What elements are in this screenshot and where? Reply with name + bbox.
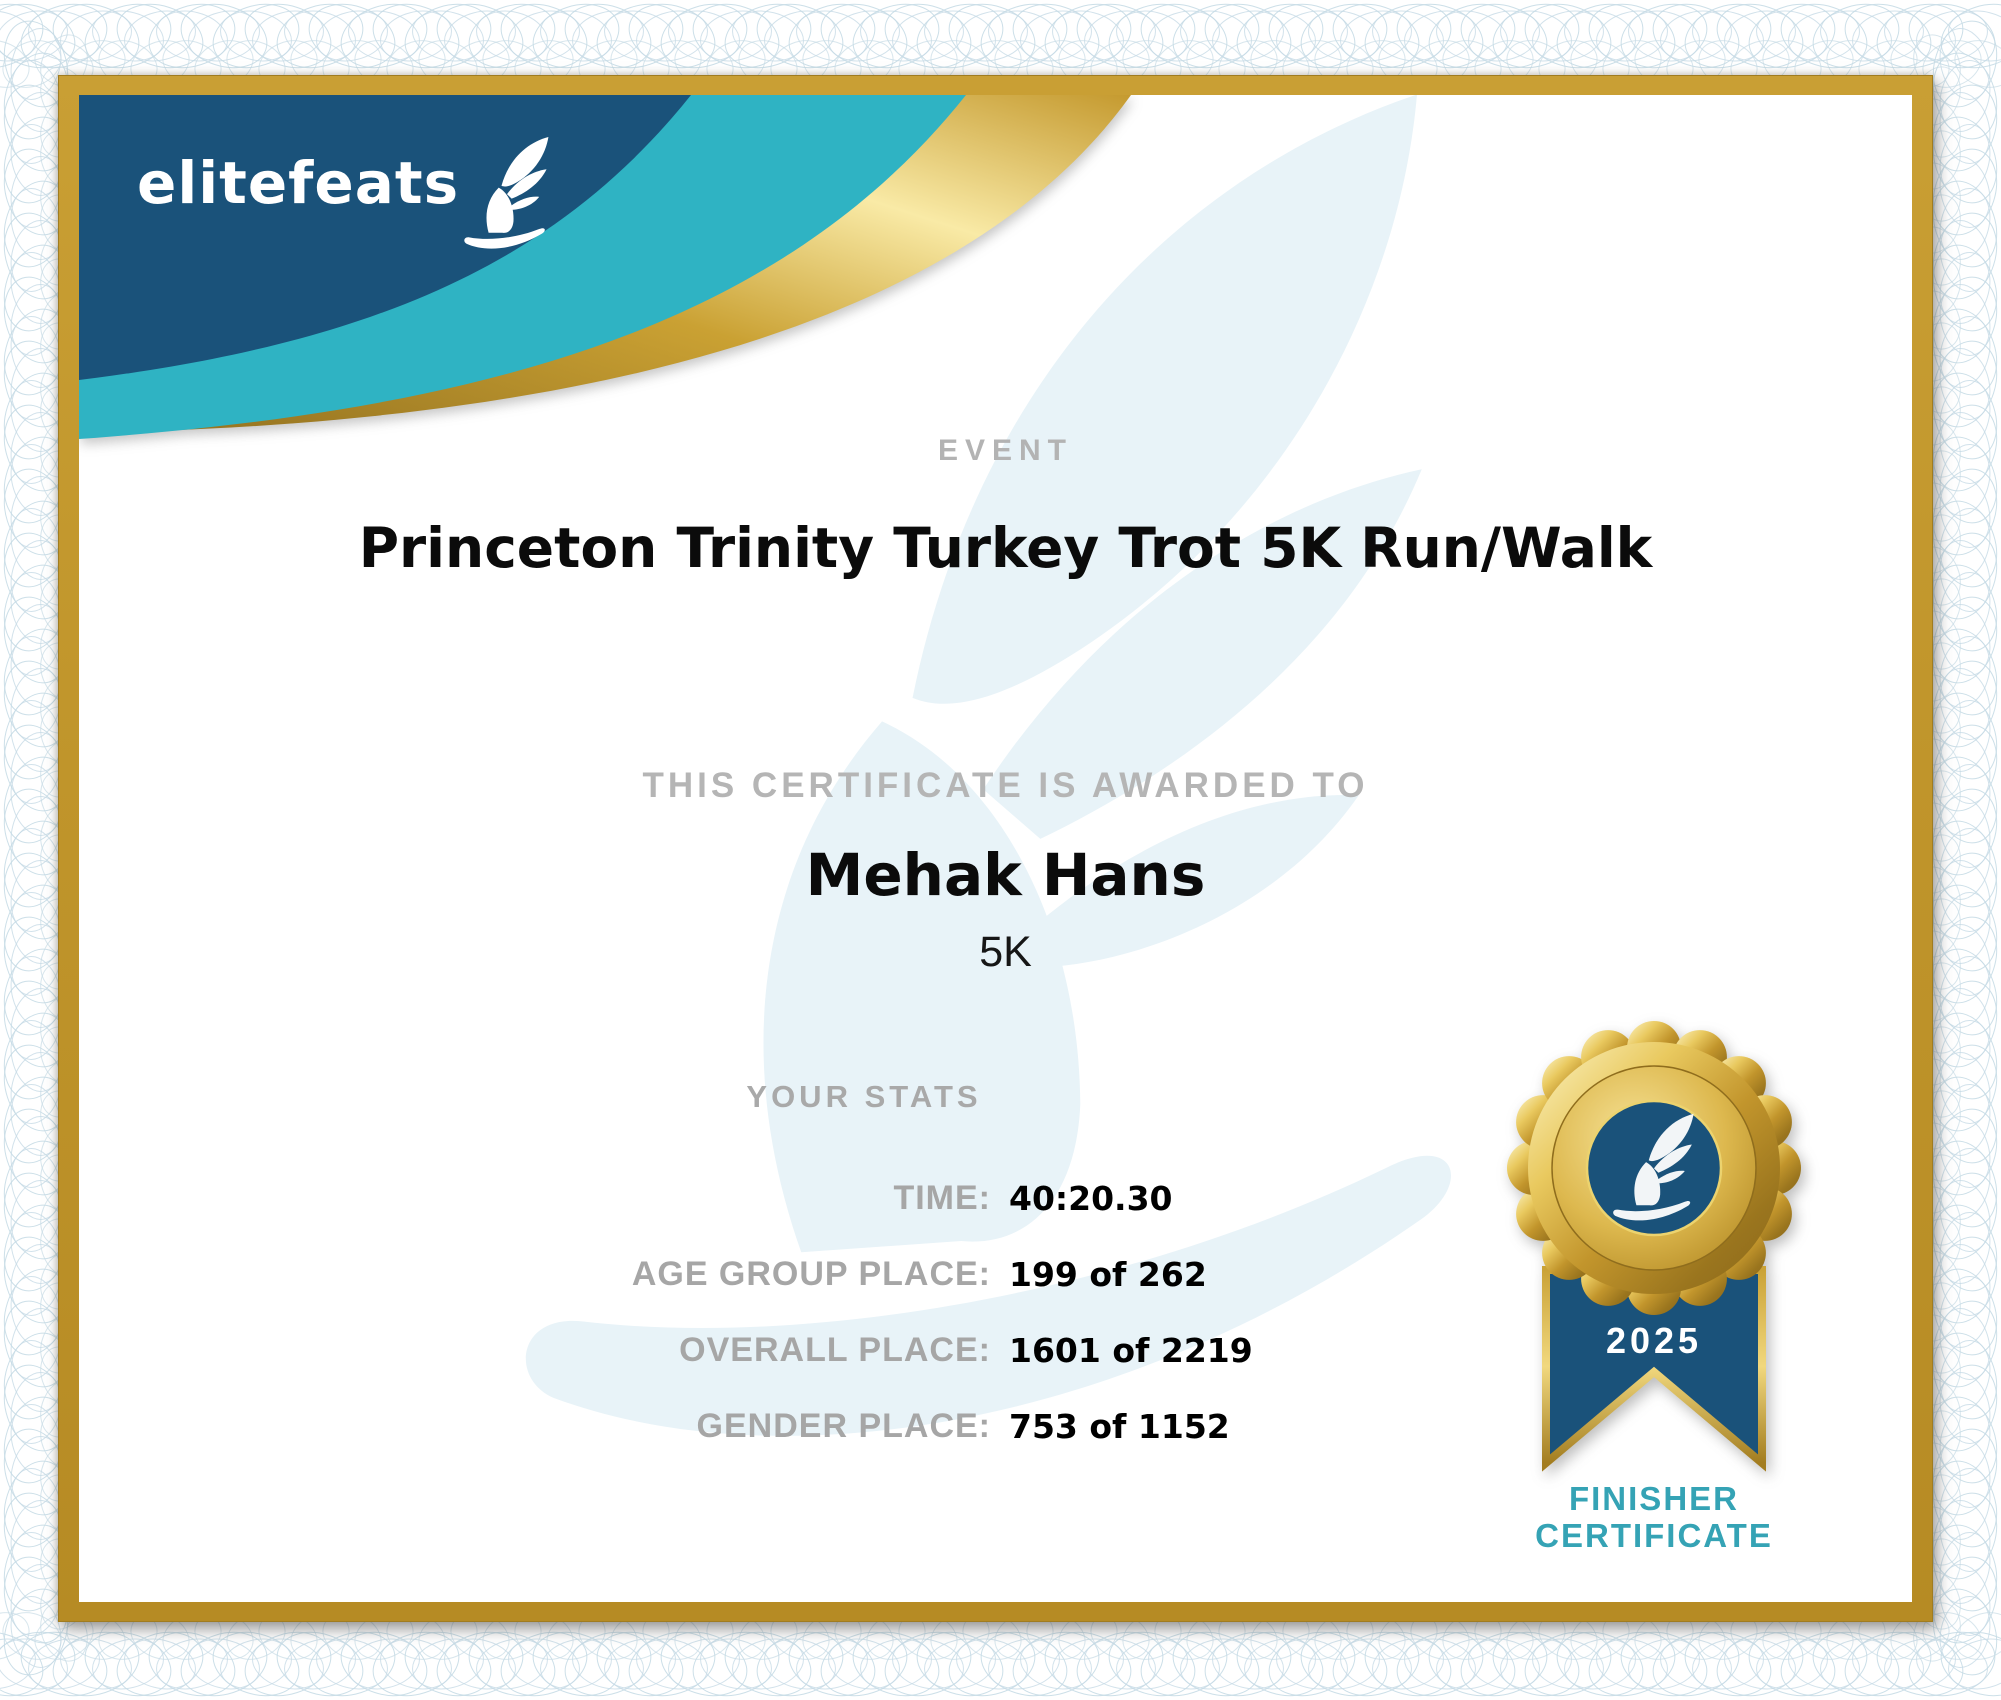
brand-logo (137, 151, 553, 255)
stat-value: 1601 of 2219 (1009, 1330, 1253, 1370)
stat-value: 199 of 262 (1009, 1254, 1207, 1294)
gold-rosette-ribbon-medal-icon (1494, 1020, 1814, 1480)
event-name: Princeton Trinity Turkey Trot 5K Run/Walk (358, 516, 1653, 580)
awarded-label: THIS CERTIFICATE IS AWARDED TO (642, 766, 1369, 805)
stat-label: TIME: (893, 1178, 991, 1217)
stats-heading: YOUR STATS (746, 1079, 982, 1114)
race-distance: 5K (979, 928, 1032, 976)
winged-foot-icon (461, 135, 553, 255)
badge-year: 2025 (1605, 1320, 1703, 1361)
gold-frame (58, 75, 1933, 1622)
badge-caption-line1: FINISHER (1568, 1480, 1739, 1517)
stat-value: 753 of 1152 (1009, 1406, 1230, 1446)
badge-caption-line2: CERTIFICATE (1535, 1517, 1773, 1554)
stat-label: OVERALL PLACE: (679, 1330, 991, 1369)
stat-label: AGE GROUP PLACE: (631, 1254, 991, 1293)
recipient-name: Mehak Hans (805, 841, 1206, 909)
stat-value: 40:20.30 (1009, 1178, 1173, 1218)
event-label: EVENT (937, 434, 1074, 467)
certificate-body (79, 95, 1912, 1602)
badge-caption (1494, 1480, 1814, 1554)
brand-logo-text: elitefeats (137, 149, 460, 217)
stat-label: GENDER PLACE: (696, 1406, 991, 1445)
